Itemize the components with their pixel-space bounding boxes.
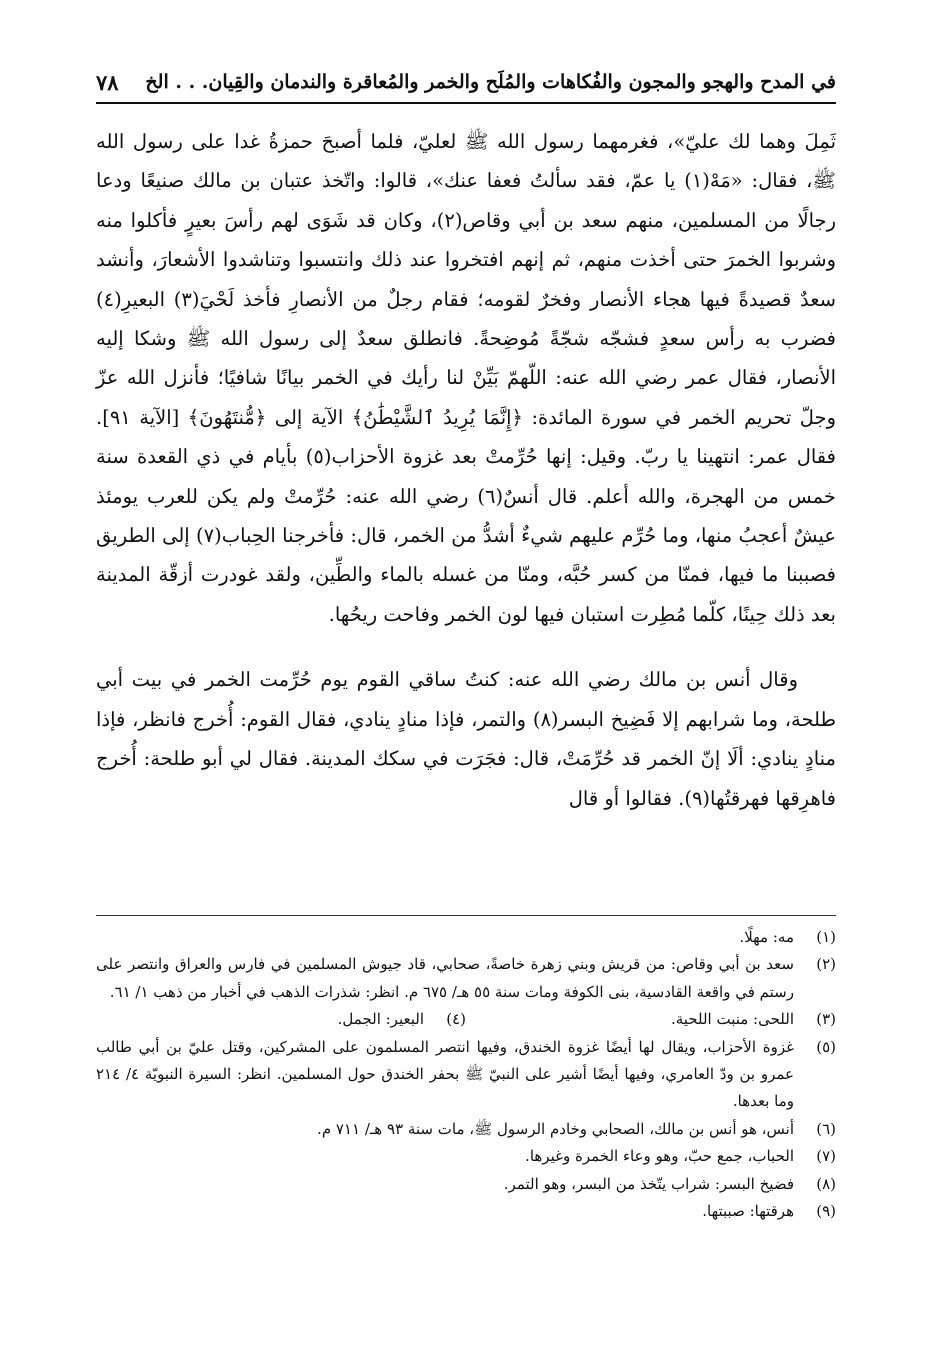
footnote-number: (٥) [816, 1037, 836, 1056]
footnotes [96, 924, 836, 1225]
running-title: في المدح والهجو والمجون والفُكاهات والمُلَح والخمر والمُعاقرة والندمان والقِيان. . . الخ [145, 71, 836, 93]
footnote [96, 1006, 466, 1033]
footnote-text: غزوة الأحزاب، ويقال لها أيضًا غزوة الخندق، وفيها انتصر المسلمون على المشركين، وقتل عليّ بن أبي طالب عمرو بن ودّ العامري، وفيها أيضًا أشير على النبيّ ﷺ بحفر الخندق حول المسلمين. انظر: السيرة النبويّة ٤/ ٢١٤ وما بعدها. [96, 1037, 794, 1111]
footnote [96, 1034, 836, 1116]
footnote-text: الحباب، جمع حبّ، وهو وعاء الخمرة وغيرها. [525, 1147, 794, 1166]
footnote-number: (١) [816, 928, 836, 946]
footnote-text: البعير: الجمل. [337, 1010, 424, 1029]
footnote-text: هرقتها: صببتها. [702, 1202, 794, 1221]
footnote-text: سعد بن أبي وقاص: من قريش وبني زهرة خاصةً، صحابي، قاد جيوش المسلمين في فارس والعراق وانتصر على رستم في واقعة القادسية، بنى الكوفة ومات سنة ٥٥ هـ/ ٦٧٥ م. انظر: شذرات الذهب في أخبار من ذهب ١/ ٦١. [96, 955, 794, 1001]
footnote-number: (٨) [816, 1174, 836, 1193]
footnote-number: (٦) [816, 1119, 836, 1138]
footnote [96, 951, 836, 1006]
paragraph: ثَمِلَ وهما لك عليّ»، فغرمهما رسول الله ﷺ لعليّ، فلما أصبحَ حمزةُ غدا على رسول الله ﷺ، فقال: «مَهْ(١) يا عمّ، فقد سألتُ فعفا عنك»، قالوا: واتّخذ عتبان بن مالك صنيعًا ودعا رجالًا من المسلمين، منهم سعد بن أبي وقاص(٢)، وكان قد شَوَى لهم رأسَ بعيرٍ فأكلوا منه وشربوا الخمرَ حتى أخذت منهم، ثم إنهم افتخروا عند ذلك وانتسبوا وتناشدوا الأشعارَ، وأنشد سعدٌ قصيدةً فيها هجاء الأنصار وفخرٌ لقومه؛ فقام رجلٌ من الأنصارِ فأخذ لَحْيَ(٣) البعيرِ(٤) فضرب به رأس سعدٍ فشجّه شجّةً مُوضِحةً. فانطلق سعدٌ إلى رسول الله ﷺ وشكا إليه الأنصار، فقال عمر رضي الله عنه: اللّهمّ بَيِّنْ لنا رأيك في الخمر بيانًا شافيًا؛ فأنزل الله عزّ وجلّ تحريم الخمر في سورة المائدة: ﴿إِنَّمَا يُرِيدُ ٱلشَّيْطَٰنُ﴾ الآية إلى ﴿مُّنتَهُونَ﴾ [الآية ٩١]. فقال عمر: انتهينا يا ربّ. وقيل: إنها حُرِّمتْ بعد غزوة الأحزاب(٥) بأيام في ذي القعدة سنة خمس من الهجرة، والله أعلم. قال أنسٌ(٦) رضي الله عنه: حُرِّمتْ ولم يكن للعرب يومئذ عيشٌ أعجبُ منها، وما حُرِّم عليهم شيءٌ أشدُّ من الخمر، قال: فأخرجنا الحِباب(٧) إلى الطريق فصببنا ما فيها، فمنّا من كسر حُبَّه، ومنّا من غسله بالماء والطِّين، ولقد غودرت أزقّة المدينة بعد ذلك حِينًا، كلّما مُطِرت استبان فيها لون الخمر وفاحت ريحُها. [96, 130, 837, 626]
footnote-text: مه: مهلًا. [739, 928, 794, 946]
footnote [96, 1171, 836, 1198]
footnote-divider [96, 915, 836, 916]
paragraph: وقال أنس بن مالك رضي الله عنه: كنتُ ساقي القوم يوم حُرِّمت الخمر في بيت أبي طلحة، وما شرابهم إلا فَضِيخ البسر(٨) والتمر، فإذا منادٍ ينادي، فقال القوم: أُخرج فانظر، فإذا منادٍ ينادي: ألَا إنّ الخمر قد حُرِّمَتْ، قال: فجَرَت في سكك المدينة. فقال لي أبو طلحة: أُخرج فاهرِقها فهرقتُها(٩). فقالوا أو قال [96, 668, 837, 810]
footnote [466, 1006, 836, 1033]
footnote-number: (٣) [816, 1010, 836, 1029]
footnote [96, 1198, 836, 1225]
footnote-text: أنس، هو أنس بن مالك، الصحابي وخادم الرسول ﷺ، مات سنة ٩٣ هـ/ ٧١١ م. [317, 1119, 794, 1138]
footnote-text: فضيخ البسر: شراب يتّخذ من البسر، وهو التمر. [503, 1174, 794, 1193]
footnote-number: (٩) [816, 1202, 836, 1221]
footnote [96, 1143, 836, 1170]
footnote-number: (٧) [816, 1147, 836, 1166]
footnote-pair [96, 1006, 836, 1033]
footnote [96, 924, 836, 951]
running-header [96, 62, 836, 104]
footnote-number: (٢) [816, 955, 836, 974]
page-number: ٧٨ [96, 69, 119, 95]
main-text [96, 122, 836, 818]
footnote-text: اللحى: منبت اللحية. [670, 1010, 794, 1029]
footnote [96, 1116, 836, 1143]
footnote-number: (٤) [446, 1010, 466, 1029]
